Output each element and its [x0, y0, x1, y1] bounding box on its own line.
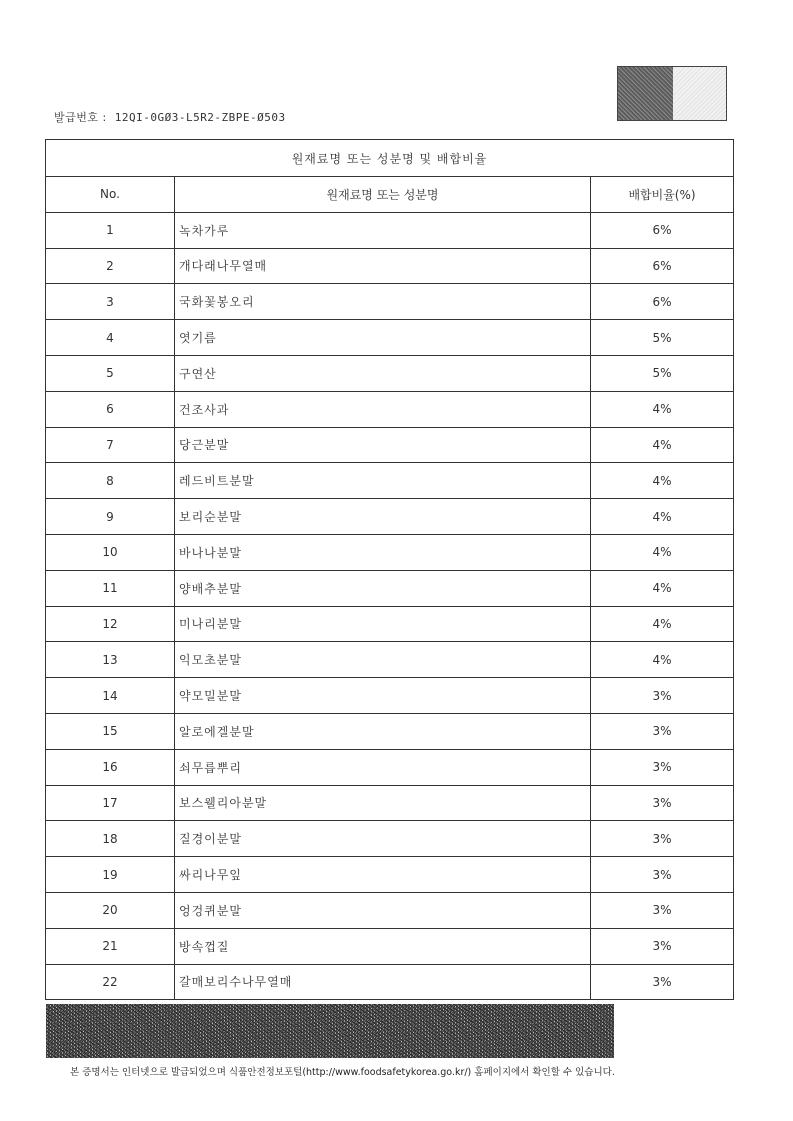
blend-ratio: 3% — [591, 928, 734, 964]
seal-pattern-dark — [618, 67, 673, 120]
blend-ratio: 5% — [591, 320, 734, 356]
row-number: 21 — [46, 928, 175, 964]
row-number: 16 — [46, 749, 175, 785]
header-ratio: 배합비율(%) — [591, 177, 734, 213]
row-number: 20 — [46, 892, 175, 928]
table-body — [46, 212, 734, 1000]
table-row — [46, 606, 734, 642]
table-row — [46, 785, 734, 821]
table-row — [46, 248, 734, 284]
table-caption: 원재료명 또는 성분명 및 배합비율 — [46, 140, 734, 177]
ingredient-name: 약모밀분말 — [175, 678, 591, 714]
blend-ratio: 6% — [591, 248, 734, 284]
row-number: 22 — [46, 964, 175, 1000]
table-row — [46, 964, 734, 1000]
row-number: 18 — [46, 821, 175, 857]
table-row — [46, 678, 734, 714]
table-row — [46, 355, 734, 391]
ingredient-name: 갈매보리수나무열매 — [175, 964, 591, 1000]
verification-seal — [617, 66, 727, 121]
blend-ratio: 4% — [591, 642, 734, 678]
row-number: 12 — [46, 606, 175, 642]
blend-ratio: 4% — [591, 570, 734, 606]
ingredient-name: 방속껍질 — [175, 928, 591, 964]
ingredients-table — [45, 139, 734, 1000]
ingredient-name: 개다래나무열매 — [175, 248, 591, 284]
blend-ratio: 3% — [591, 749, 734, 785]
header-ingredient: 원재료명 또는 성분명 — [175, 177, 591, 213]
row-number: 8 — [46, 463, 175, 499]
ingredient-name: 알로에겔분말 — [175, 713, 591, 749]
ingredient-name: 싸리나무잎 — [175, 857, 591, 893]
table-row — [46, 570, 734, 606]
table-row — [46, 713, 734, 749]
table-row — [46, 212, 734, 248]
row-number: 7 — [46, 427, 175, 463]
ingredient-name: 건조사과 — [175, 391, 591, 427]
row-number: 4 — [46, 320, 175, 356]
table-row — [46, 642, 734, 678]
blend-ratio: 6% — [591, 212, 734, 248]
blend-ratio: 4% — [591, 606, 734, 642]
table-row — [46, 534, 734, 570]
blend-ratio: 4% — [591, 391, 734, 427]
row-number: 15 — [46, 713, 175, 749]
ingredient-name: 레드비트분말 — [175, 463, 591, 499]
row-number: 9 — [46, 499, 175, 535]
document-barcode — [46, 1004, 614, 1058]
table-row — [46, 821, 734, 857]
row-number: 13 — [46, 642, 175, 678]
blend-ratio: 6% — [591, 284, 734, 320]
ingredient-name: 익모초분말 — [175, 642, 591, 678]
issue-number-value: 12QI-0GØ3-L5R2-ZBPE-Ø503 — [114, 111, 286, 124]
table-row — [46, 928, 734, 964]
header-no: No. — [46, 177, 175, 213]
issue-number-label: 발급번호 : — [54, 111, 107, 124]
ingredient-name: 구연산 — [175, 355, 591, 391]
ingredient-name: 당근분말 — [175, 427, 591, 463]
blend-ratio: 4% — [591, 499, 734, 535]
table-row — [46, 749, 734, 785]
table-row — [46, 320, 734, 356]
table-row — [46, 427, 734, 463]
table-row — [46, 499, 734, 535]
blend-ratio: 3% — [591, 964, 734, 1000]
ingredient-name: 양배추분말 — [175, 570, 591, 606]
ingredient-name: 엉겅퀴분말 — [175, 892, 591, 928]
table-row — [46, 857, 734, 893]
ingredient-name: 쇠무릅뿌리 — [175, 749, 591, 785]
seal-pattern-light — [673, 67, 726, 120]
blend-ratio: 3% — [591, 713, 734, 749]
footer-notice: 본 증명서는 인터넷으로 발급되었으며 식품안전정보포털(http://www.foodsafetykorea.go.kr/) 홈페이지에서 확인할 수 있습니다. — [70, 1067, 615, 1078]
ingredient-name: 국화꽃봉오리 — [175, 284, 591, 320]
blend-ratio: 4% — [591, 463, 734, 499]
row-number: 2 — [46, 248, 175, 284]
row-number: 10 — [46, 534, 175, 570]
table-row — [46, 463, 734, 499]
table-row — [46, 284, 734, 320]
ingredient-name: 바나나분말 — [175, 534, 591, 570]
ingredient-name: 미나리분말 — [175, 606, 591, 642]
ingredient-name: 엿기름 — [175, 320, 591, 356]
ingredient-name: 보스웰리아분말 — [175, 785, 591, 821]
table-row — [46, 391, 734, 427]
ingredient-name: 질경이분말 — [175, 821, 591, 857]
row-number: 11 — [46, 570, 175, 606]
ingredient-name: 보리순분말 — [175, 499, 591, 535]
issue-number — [54, 109, 286, 125]
table-row — [46, 892, 734, 928]
blend-ratio: 4% — [591, 534, 734, 570]
blend-ratio: 3% — [591, 892, 734, 928]
row-number: 19 — [46, 857, 175, 893]
blend-ratio: 3% — [591, 821, 734, 857]
ingredient-name: 녹차가루 — [175, 212, 591, 248]
row-number: 17 — [46, 785, 175, 821]
row-number: 6 — [46, 391, 175, 427]
blend-ratio: 3% — [591, 678, 734, 714]
table-header-row — [46, 177, 734, 213]
blend-ratio: 3% — [591, 785, 734, 821]
row-number: 3 — [46, 284, 175, 320]
row-number: 1 — [46, 212, 175, 248]
blend-ratio: 5% — [591, 355, 734, 391]
blend-ratio: 3% — [591, 857, 734, 893]
row-number: 5 — [46, 355, 175, 391]
table-caption-row — [46, 140, 734, 177]
row-number: 14 — [46, 678, 175, 714]
blend-ratio: 4% — [591, 427, 734, 463]
